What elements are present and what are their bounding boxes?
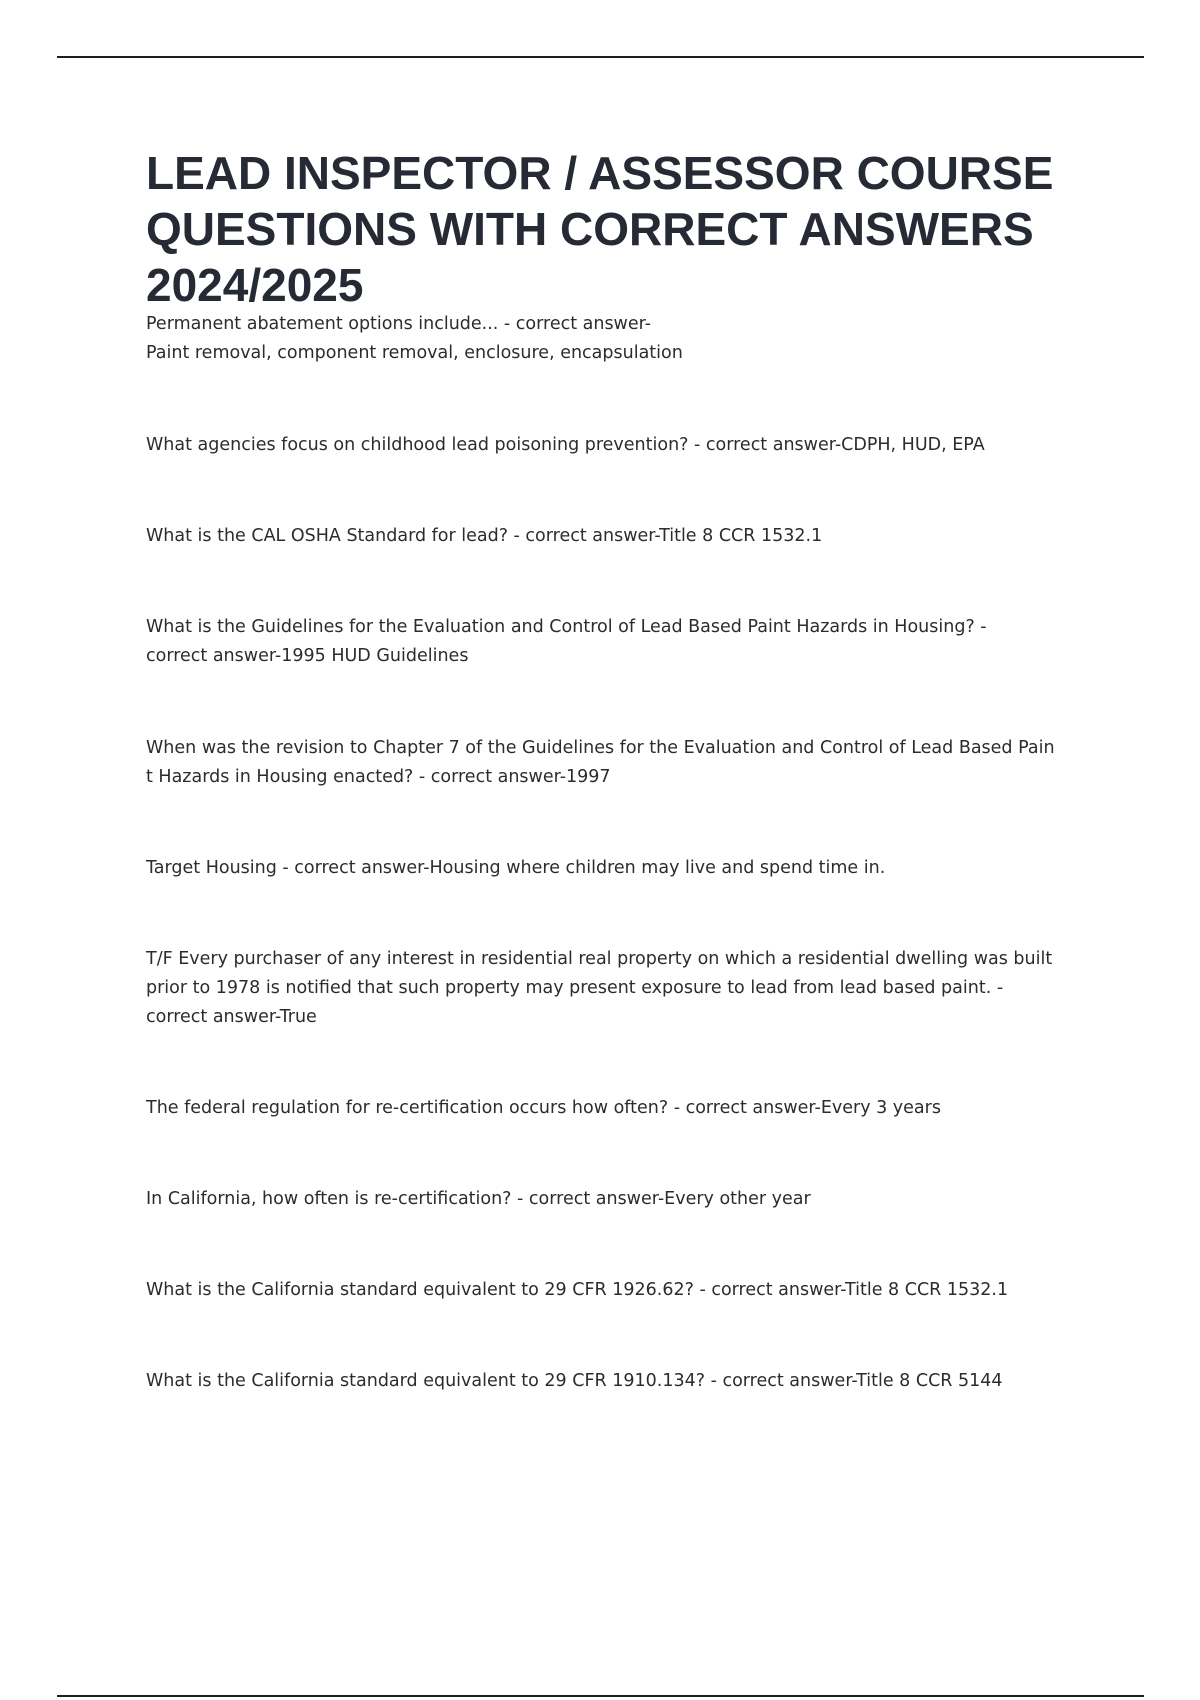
bottom-rule [57,1695,1144,1697]
qa-item: What is the Guidelines for the Evaluation and Control of Lead Based Paint Hazards in Housing? - correct answer-1995 HUD Guidelines [146,617,987,666]
qa-item: What agencies focus on childhood lead poisoning prevention? - correct answer-CDPH, HUD, EPA [146,435,985,455]
qa-item: The federal regulation for re-certification occurs how often? - correct answer-Every 3 years [146,1098,941,1118]
page-title: LEAD INSPECTOR / ASSESSOR COURSE QUESTIONS WITH CORRECT ANSWERS 2024/2025 [146,147,1054,311]
qa-item: What is the California standard equivalent to 29 CFR 1910.134? - correct answer-Title 8 CCR 5144 [146,1371,1003,1391]
qa-item: T/F Every purchaser of any interest in residential real property on which a residential dwelling was built prior to 1978 is notified that such property may present exposure to lead from lead based paint. - correct answer-True [146,949,1053,1027]
qa-item: Target Housing - correct answer-Housing where children may live and spend time in. [146,858,886,878]
top-rule [57,56,1144,58]
qa-item: Permanent abatement options include... - correct answer- Paint removal, component removal, enclosure, encapsulation [146,314,683,363]
qa-item: What is the CAL OSHA Standard for lead? - correct answer-Title 8 CCR 1532.1 [146,526,823,546]
qa-item: What is the California standard equivalent to 29 CFR 1926.62? - correct answer-Title 8 CCR 1532.1 [146,1280,1009,1300]
qa-item: When was the revision to Chapter 7 of the Guidelines for the Evaluation and Control of Lead Based Pain t Hazards in Housing enacted? - correct answer-1997 [146,738,1055,787]
qa-item: In California, how often is re-certification? - correct answer-Every other year [146,1189,811,1209]
